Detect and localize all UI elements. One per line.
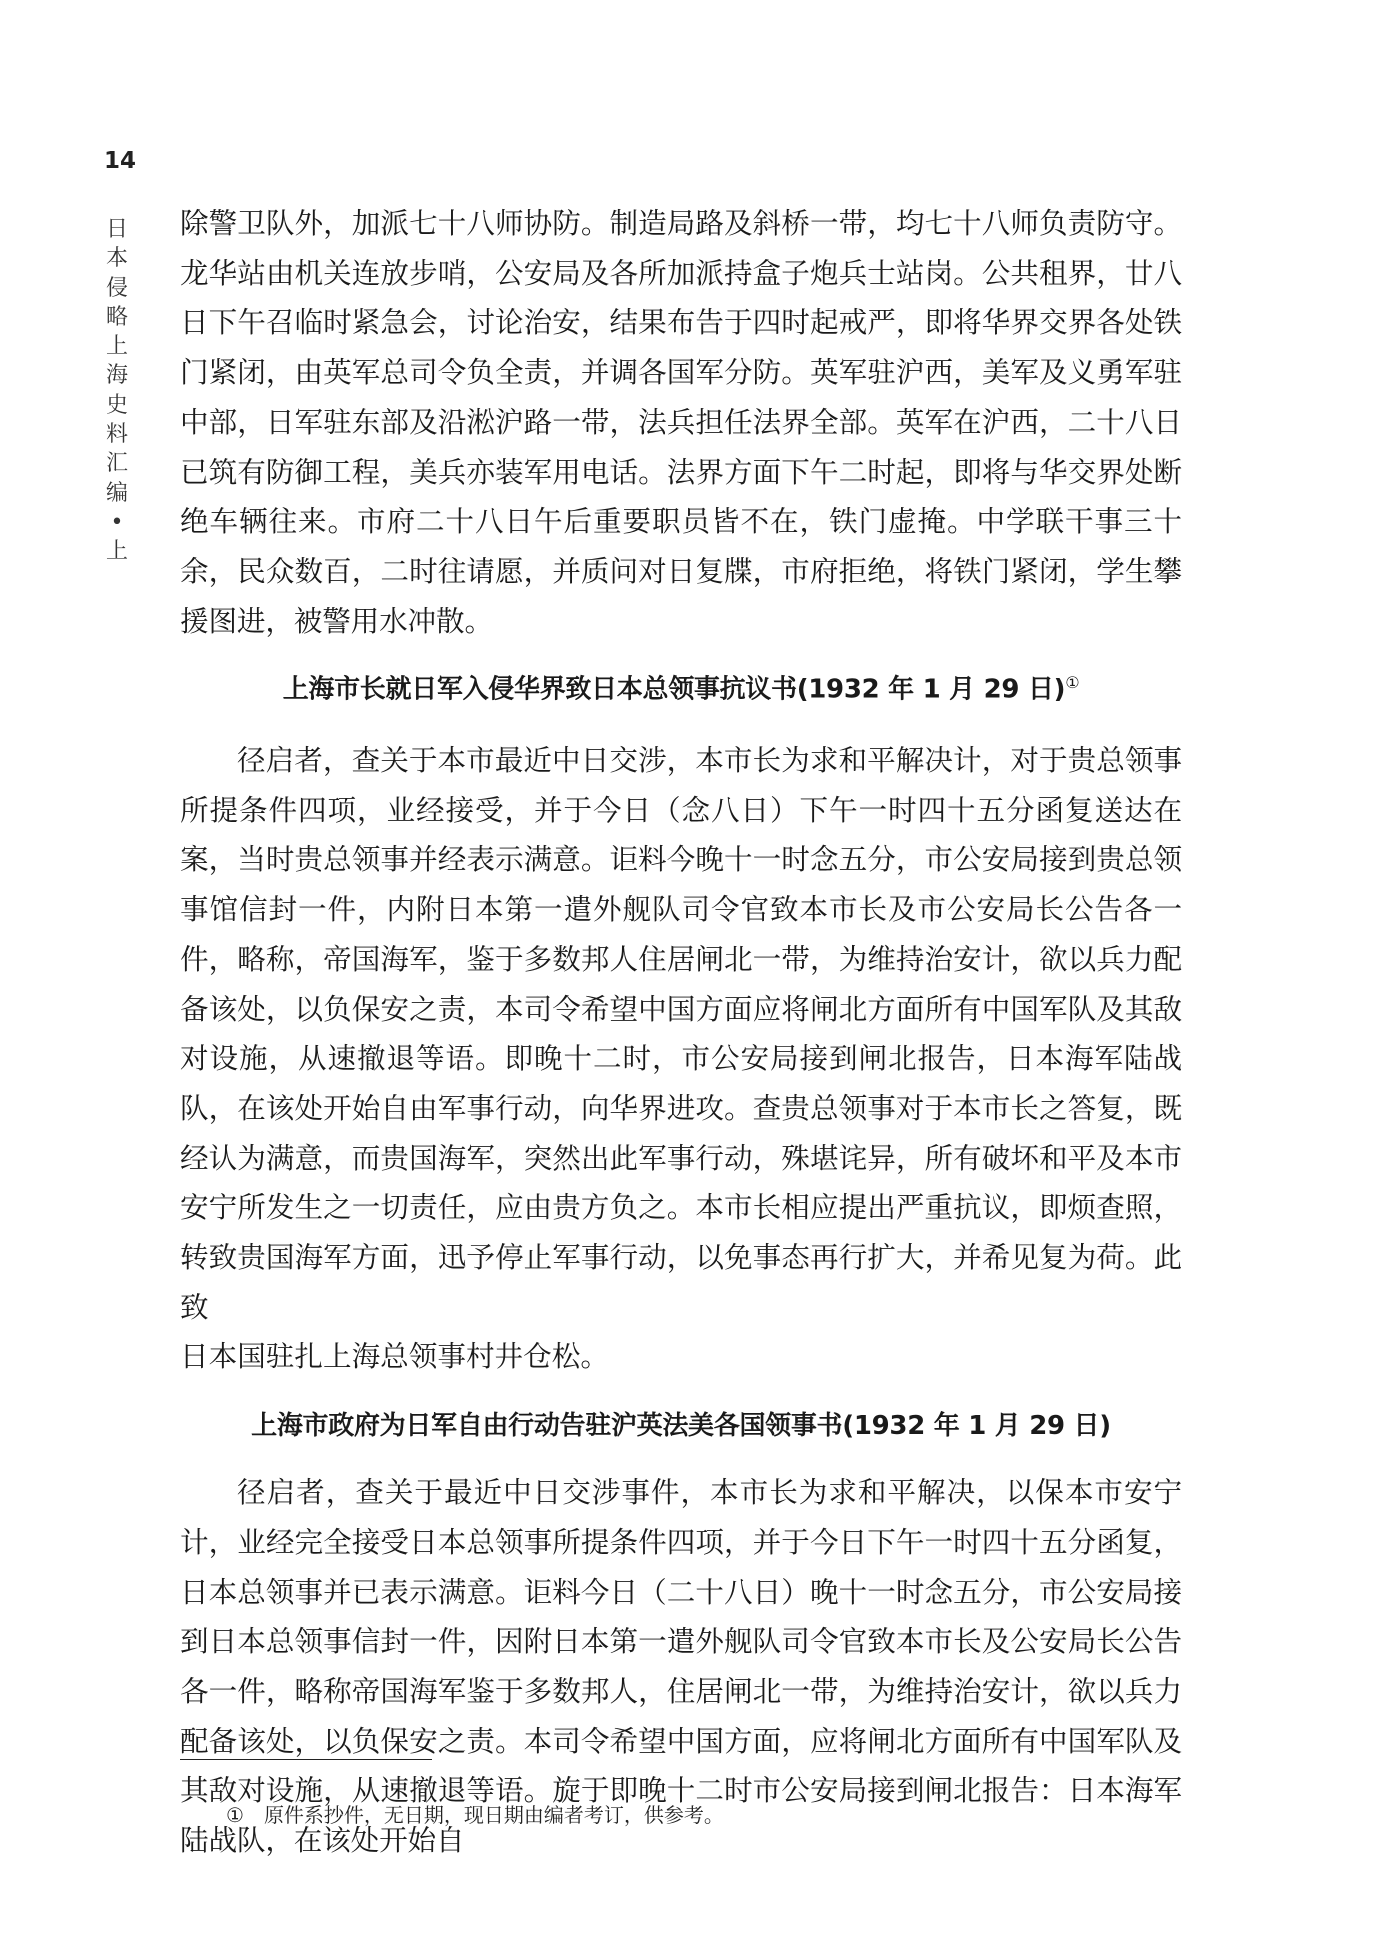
protest-letter-recipient: 日本国驻扎上海总领事村井仓松。 [180,1339,609,1374]
page-number: 14 [104,148,137,174]
footnote-mark: ① [226,1803,244,1827]
footnote-divider [180,1759,432,1760]
consuls-letter-paragraph: 径启者，查关于最近中日交涉事件，本市长为求和平解决，以保本市安宁计，业经完全接受日本总领事所提条件四项，并于今日下午一时四十五分函复，日本总领事并已表示满意。讵料今日（二十八日）晚十一时念五分，市公安局接到日本总领事信封一件，因附日本第一遣外舰队司令官致本市长及公安局长公告各一件，略称帝国海军鉴于多数邦人，住居闸北一带，为维持治安计，欲以兵力配备该处，以负保安之责。本司令希望中国方面，应将闸北方面所有中国军队及其敌对设施，从速撤退等语。旋于即晚十二时市公安局接到闸北报告：日本海军陆战队，在该处开始自 [180,1475,1182,1858]
section-heading-consuls-letter: 上海市政府为日军自由行动告驻沪英法美各国领事书(1932 年 1 月 29 日) [251,1411,1111,1442]
protest-letter-paragraph: 径启者，查关于本市最近中日交涉，本市长为求和平解决计，对于贵总领事所提条件四项，业经接受，并于今日（念八日）下午一时四十五分函复送达在案，当时贵总领事并经表示满意。讵料今晚十一时念五分，市公安局接到贵总领事馆信封一件，内附日本第一遣外舰队司令官致本市长及市公安局长公告各一件，略称，帝国海军，鉴于多数邦人住居闸北一带，为维持治安计，欲以兵力配备该处，以负保安之责，本司令希望中国方面应将闸北方面所有中国军队及其敌对设施，从速撤退等语。即晚十二时，市公安局接到闸北报告，日本海军陆战队，在该处开始自由军事行动，向华界进攻。查贵总领事对于本市长之答复，既经认为满意，而贵国海军，突然出此军事行动，殊堪诧异，所有破坏和平及本市安宁所发生之一切责任，应由贵方负之。本市长相应提出严重抗议，即烦查照，转致贵国海军方面，迅予停止军事行动，以免事态再行扩大，并希见复为荷。此致 [180,742,1182,1324]
running-title: 日本侵略上海史料汇编 • 上 [105,217,128,565]
footnote [226,1801,724,1829]
section-heading-text: 上海市长就日军入侵华界致日本总领事抗议书(1932 年 1 月 29 日) [282,674,1066,705]
footnote-text: 原件系抄件，无日期，现日期由编者考订，供参考。 [263,1803,724,1827]
continued-paragraph: 除警卫队外，加派七十八师协防。制造局路及斜桥一带，均七十八师负责防守。龙华站由机关连放步哨，公安局及各所加派持盒子炮兵士站岗。公共租界，廿八日下午召临时紧急会，讨论治安，结果布告于四时起戒严，即将华界交界各处铁门紧闭，由英军总司令负全责，并调各国军分防。英军驻沪西，美军及义勇军驻中部，日军驻东部及沿淞沪路一带，法兵担任法界全部。英军在沪西，二十八日已筑有防御工程，美兵亦装军用电话。法界方面下午二时起，即将与华交界处断绝车辆往来。市府二十八日午后重要职员皆不在，铁门虚掩。中学联干事三十余，民众数百，二时往请愿，并质问对日复牒，市府拒绝，将铁门紧闭，学生攀援图进，被警用水冲散。 [180,206,1182,638]
page-body [180,199,1182,1866]
section-heading-protest-letter [180,663,1182,710]
footnote-reference: ① [1065,673,1080,693]
